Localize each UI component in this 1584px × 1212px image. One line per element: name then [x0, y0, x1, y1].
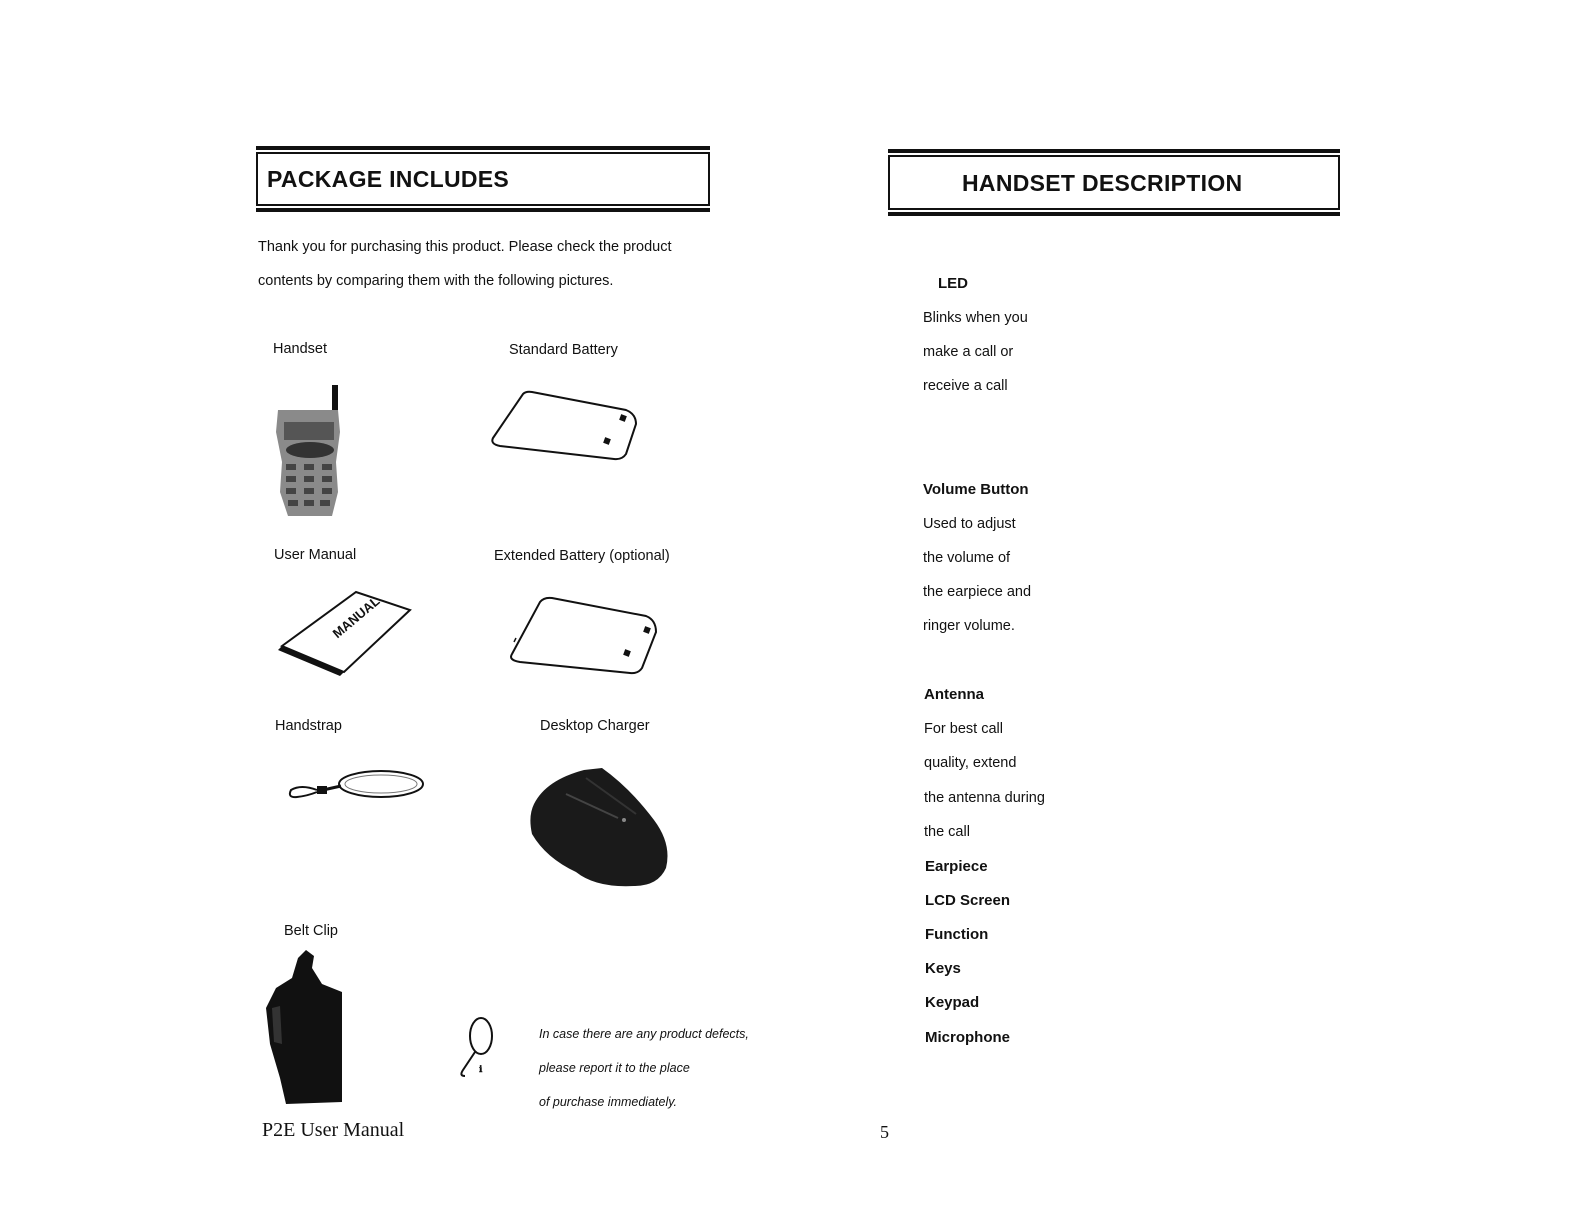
header-rule	[888, 212, 1340, 216]
part-function: Function	[925, 926, 989, 943]
user-manual-image	[274, 588, 416, 678]
led-title: LED	[938, 275, 968, 292]
handset-image	[270, 382, 350, 522]
belt-clip-image	[262, 948, 348, 1108]
led-line-1: Blinks when you	[923, 310, 1028, 326]
header-rule	[888, 149, 1340, 153]
header-rule	[256, 208, 710, 212]
item-label-belt-clip: Belt Clip	[284, 923, 338, 939]
desktop-charger-image	[526, 764, 674, 890]
package-includes-title: PACKAGE INCLUDES	[267, 166, 510, 192]
antenna-line-1: For best call	[924, 721, 1003, 737]
antenna-line-2: quality, extend	[924, 755, 1017, 771]
item-label-desktop-charger: Desktop Charger	[540, 718, 650, 734]
led-line-2: make a call or	[923, 344, 1014, 360]
intro-line-2: contents by comparing them with the following pictures.	[258, 273, 614, 289]
extended-battery-image	[506, 594, 662, 678]
part-keypad: Keypad	[925, 994, 980, 1011]
volume-line-4: ringer volume.	[923, 618, 1015, 634]
item-label-standard-battery: Standard Battery	[509, 342, 618, 358]
package-includes-header	[256, 152, 710, 206]
item-label-handset: Handset	[273, 341, 328, 357]
footer-manual-title: P2E User Manual	[262, 1119, 405, 1141]
note-line-2: please report it to the place	[539, 1061, 690, 1075]
note-line-3: of purchase immediately.	[539, 1095, 678, 1109]
handset-description-title: HANDSET DESCRIPTION	[962, 170, 1243, 196]
svg-text:ℹ: ℹ	[479, 1064, 483, 1074]
handstrap-image	[283, 766, 428, 806]
volume-title: Volume Button	[923, 481, 1029, 498]
volume-line-1: Used to adjust	[923, 516, 1016, 532]
item-label-handstrap: Handstrap	[275, 718, 342, 734]
led-line-3: receive a call	[923, 378, 1008, 394]
part-microphone: Microphone	[925, 1029, 1010, 1046]
header-rule	[256, 146, 710, 150]
page-number: 5	[880, 1122, 889, 1142]
volume-line-3: the earpiece and	[923, 584, 1032, 600]
antenna-title: Antenna	[924, 686, 984, 703]
intro-line-1: Thank you for purchasing this product. Please check the product	[258, 239, 672, 255]
magnifier-note-icon	[455, 1014, 505, 1084]
item-label-user-manual: User Manual	[274, 547, 357, 563]
manual-cover-text: MANUAL	[329, 593, 383, 642]
part-earpiece: Earpiece	[925, 858, 988, 875]
antenna-line-3: the antenna during	[924, 790, 1045, 806]
handset-description-header	[888, 155, 1340, 210]
volume-line-2: the volume of	[923, 550, 1011, 566]
item-label-extended-battery: Extended Battery (optional)	[494, 548, 670, 564]
part-lcd-screen: LCD Screen	[925, 892, 1011, 909]
standard-battery-image	[488, 388, 643, 463]
note-line-1: In case there are any product defects,	[539, 1027, 749, 1041]
part-keys: Keys	[925, 960, 961, 977]
antenna-line-4: the call	[924, 824, 970, 840]
